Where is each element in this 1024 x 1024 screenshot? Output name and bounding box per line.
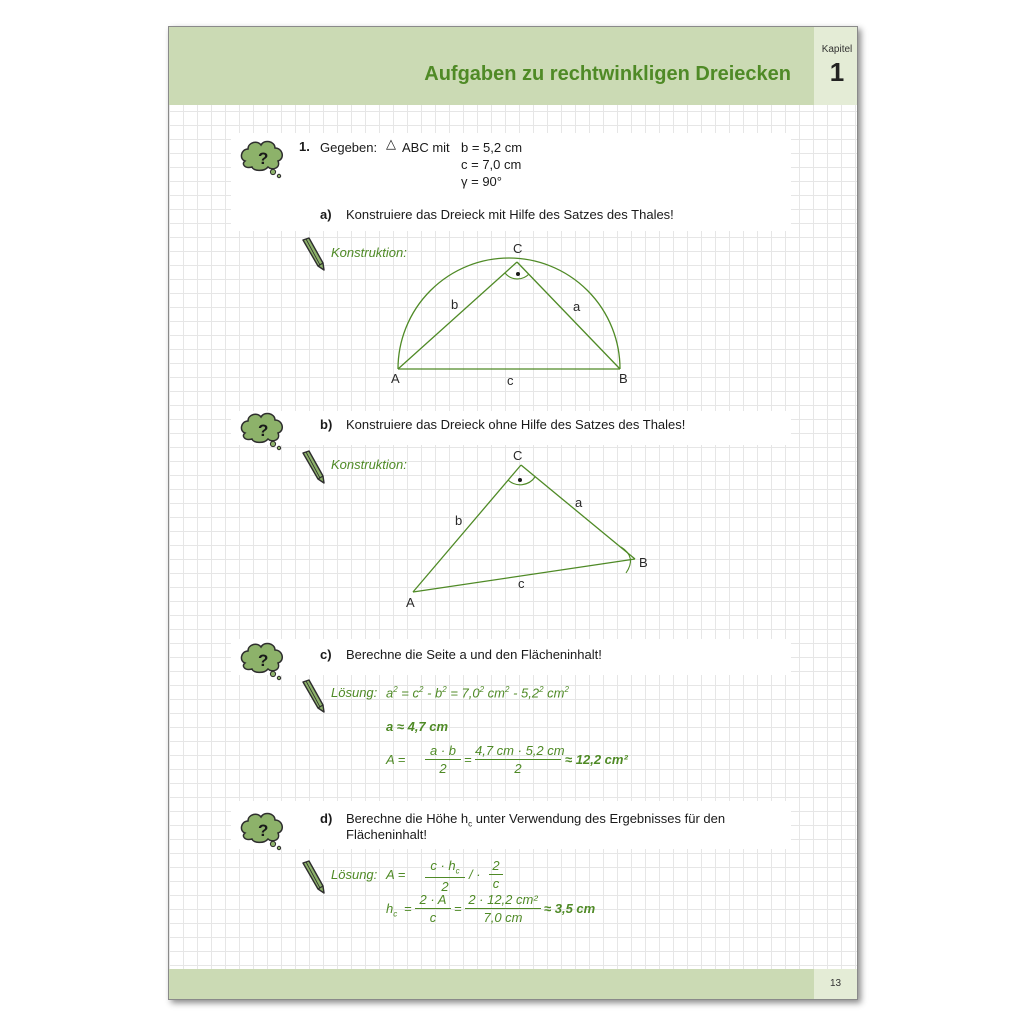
point-c-label: C xyxy=(513,241,523,256)
operation-marker: / · xyxy=(469,867,481,882)
pythagoras-equation: $a^2 = c^2 - b^2 = 7,0^2$ $cm^2 - 5,2^2$ $cm^2$ xyxy=(386,685,569,701)
pencil-icon xyxy=(299,237,329,273)
question-cloud-icon xyxy=(239,137,285,179)
part-label: a) xyxy=(320,207,332,222)
side-a-label: a xyxy=(573,299,581,314)
side-b-label: b xyxy=(455,513,463,528)
task-number: 1. xyxy=(299,139,310,154)
area-lhs: A = xyxy=(386,752,406,767)
given-c: c = 7,0 cm xyxy=(461,157,522,172)
part-d-question: Berechne die Höhe $h_c$ unter Verwendung des Ergebnisses für den xyxy=(346,811,726,829)
question-cloud-icon xyxy=(239,409,285,451)
construction-label: Konstruktion: xyxy=(331,245,407,260)
height-lhs: $h_c$ xyxy=(386,901,398,919)
svg-text:?: ? xyxy=(258,421,269,440)
area-result: ≈ 12,2 cm² xyxy=(565,752,628,767)
question-cloud-icon xyxy=(239,809,285,851)
result-a: a ≈ 4,7 cm xyxy=(386,719,449,734)
footer-band xyxy=(169,969,814,999)
part-d-question-line2: Flächeninhalt! xyxy=(346,827,427,842)
side-b-label: b xyxy=(451,297,459,312)
pencil-icon xyxy=(299,450,329,486)
question-cloud-icon xyxy=(239,639,285,681)
solution-label: Lösung: xyxy=(331,685,378,700)
point-b-label: B xyxy=(639,555,648,570)
equals-sign: = xyxy=(404,901,412,916)
fraction-2a-c: 2 · A c xyxy=(415,892,451,925)
workbook-page xyxy=(168,26,858,1000)
svg-text:?: ? xyxy=(258,149,269,168)
pencil-icon xyxy=(299,860,329,896)
svg-text:?: ? xyxy=(258,821,269,840)
area-lhs: A = xyxy=(386,867,406,882)
point-c-label: C xyxy=(513,448,523,463)
side-c-label: c xyxy=(518,576,525,591)
chapter-label: Kapitel xyxy=(821,44,853,55)
given-label: Gegeben: xyxy=(320,140,378,155)
solution-label: Lösung: xyxy=(331,867,378,882)
part-b-question: Konstruiere das Dreieck ohne Hilfe des Satzes des Thales! xyxy=(346,417,686,432)
height-result: ≈ 3,5 cm xyxy=(544,901,596,916)
thales-construction xyxy=(389,237,629,387)
fraction-ab-2: a · b 2 xyxy=(425,743,461,776)
point-b-label: B xyxy=(619,371,628,386)
part-c-question: Berechne die Seite a und den Flächeninhalt! xyxy=(346,647,602,662)
triangle-construction xyxy=(399,447,659,617)
side-c-label: c xyxy=(507,373,514,388)
side-a-label: a xyxy=(575,495,583,510)
pencil-icon xyxy=(299,679,329,715)
chapter-number: 1 xyxy=(829,57,845,87)
fraction-chc-2: $c \cdot h_c$ 2 xyxy=(425,858,465,894)
equals-sign: = xyxy=(454,901,462,916)
fraction-2-c: 2 c xyxy=(489,858,503,891)
given-gamma: γ = 90° xyxy=(461,174,502,189)
part-label: b) xyxy=(320,417,333,432)
given-b: b = 5,2 cm xyxy=(461,140,523,155)
part-label: d) xyxy=(320,811,333,826)
point-a-label: A xyxy=(406,595,415,610)
fraction-values-2: 4,7 cm · 5,2 cm 2 xyxy=(475,743,565,776)
part-label: c) xyxy=(320,647,332,662)
page-number: 13 xyxy=(829,978,842,989)
svg-text:?: ? xyxy=(258,651,269,670)
page-title: Aufgaben zu rechtwinkligen Dreiecken xyxy=(424,63,791,85)
triangle-icon: △ xyxy=(386,136,396,151)
construction-label: Konstruktion: xyxy=(331,457,407,472)
equals-sign: = xyxy=(464,752,472,767)
point-a-label: A xyxy=(391,371,400,386)
triangle-name: ABC mit xyxy=(402,140,450,155)
part-a-question: Konstruiere das Dreieck mit Hilfe des Satzes des Thales! xyxy=(346,207,674,222)
fraction-values-height: 2 · 12,2 cm² 7,0 cm xyxy=(465,892,541,925)
